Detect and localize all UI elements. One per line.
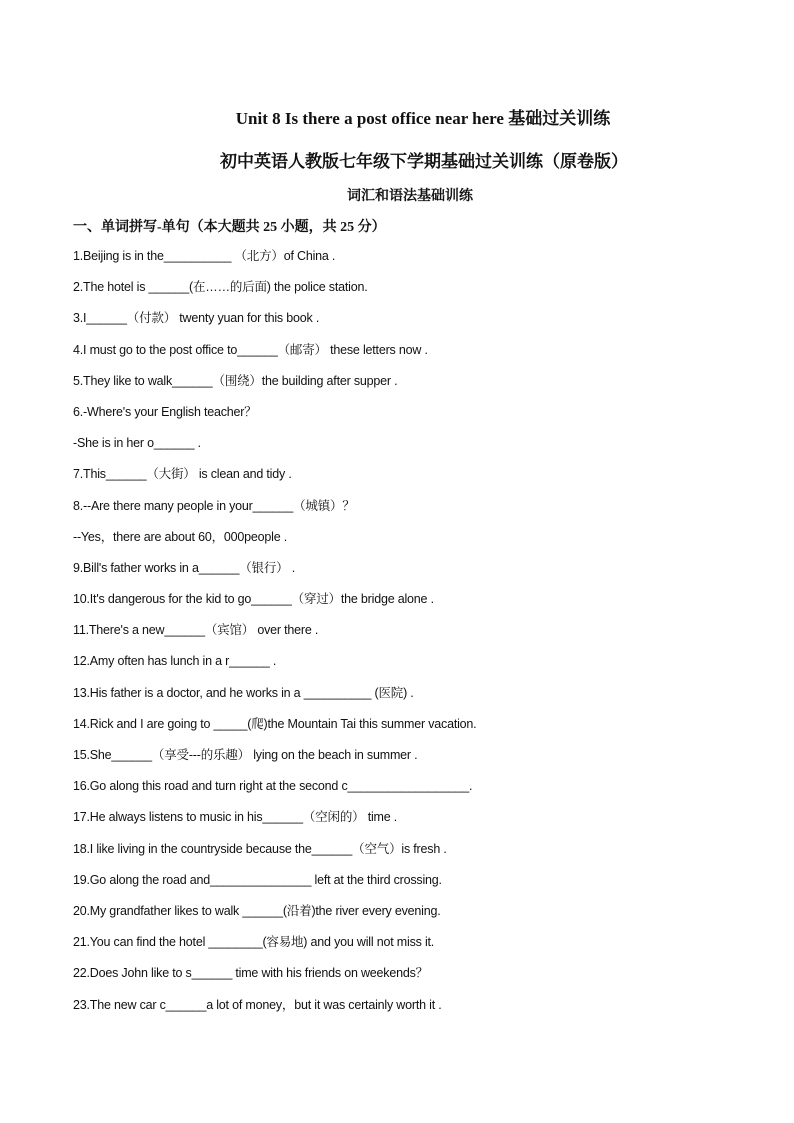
question-line: 19.Go along the road and_______________ left at the third crossing.	[73, 872, 442, 887]
question-line: 9.Bill's father works in a______（银行） .	[73, 560, 295, 575]
question-line: 2.The hotel is ______(在……的后面) the police station.	[73, 280, 368, 295]
question-line: 4.I must go to the post office to______（邮寄） these letters now .	[73, 342, 428, 357]
question-line: 20.My grandfather likes to walk ______(沿着)the river every evening.	[73, 903, 441, 918]
answer-line: --Yes，there are about 60，000people .	[73, 529, 288, 544]
question-line: 23.The new car c______a lot of money，but it was certainly worth it .	[73, 997, 442, 1012]
question-line: 5.They like to walk______（围绕）the building after supper .	[73, 373, 398, 388]
question-line: 3.I______（付款） twenty yuan for this book .	[73, 311, 320, 326]
section-title: 词汇和语法基础训练	[347, 189, 473, 204]
question-line: 15.She______（享受---的乐趣） lying on the beach in summer .	[73, 748, 418, 762]
question-line: 14.Rick and I are going to _____(爬)the Mountain Tai this summer vacation.	[73, 716, 477, 731]
question-line: 16.Go along this road and turn right at the second c__________________.	[73, 779, 473, 794]
question-line: 12.Amy often has lunch in a r______ .	[73, 654, 277, 669]
question-line: 21.You can find the hotel ________(容易地) and you will not miss it.	[73, 935, 435, 950]
question-line: 18.I like living in the countryside because the______（空气）is fresh .	[73, 841, 447, 856]
part-heading: 一、单词拼写-单句（本大题共 25 小题，共 25 分）	[73, 220, 386, 235]
question-line: 6.-Where's your English teacher？	[73, 404, 257, 419]
answer-line: -She is in her o______ .	[73, 436, 201, 451]
question-line: 17.He always listens to music in his______（空闲的） time .	[73, 810, 398, 825]
document-subtitle: 初中英语人教版七年级下学期基础过关训练（原卷版）	[220, 152, 628, 171]
question-line: 10.It's dangerous for the kid to go______（穿过）the bridge alone .	[73, 592, 434, 607]
question-line: 7.This______（大街） is clean and tidy .	[73, 467, 292, 482]
question-line: 8.--Are there many people in your______（城镇）？	[73, 498, 355, 513]
question-line: 13.His father is a doctor, and he works in a __________ (医院) .	[73, 685, 414, 700]
question-line: 11.There's a new______（宾馆） over there .	[73, 623, 319, 638]
question-list	[73, 246, 753, 1026]
document-title: Unit 8 Is there a post office near here 基础过关训练	[235, 109, 611, 128]
question-line: 22.Does John like to s______ time with his friends on weekends？	[73, 966, 428, 981]
question-line: 1.Beijing is in the__________ （北方）of China .	[73, 249, 336, 263]
